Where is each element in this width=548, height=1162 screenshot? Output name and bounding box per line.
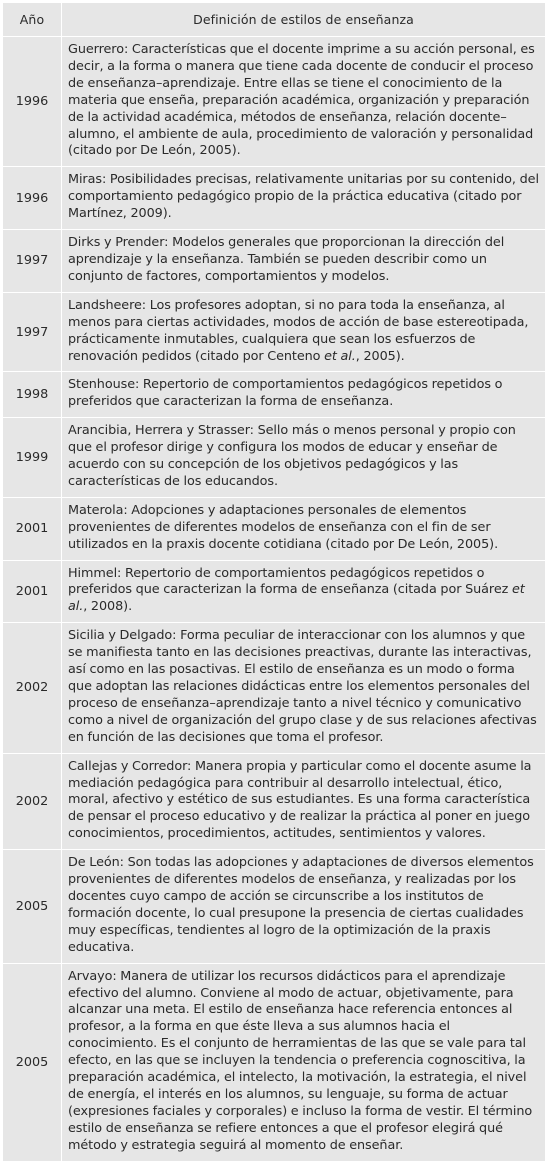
year-column-header: Año [3,3,62,37]
table-row [3,560,546,623]
table-row [3,37,546,167]
year-cell: 1997 [3,292,62,372]
definition-cell: Stenhouse: Repertorio de comportamientos pedagógicos repetidos o preferidos que caracterizan la forma de enseñanza. [62,372,546,418]
table-row [3,753,546,850]
definition-column-header: Definición de estilos de enseñanza [62,3,546,37]
citation-et-al: et al. [324,348,356,364]
citation-et-al: et al. [68,582,525,615]
definition-cell: Sicilia y Delgado: Forma peculiar de interaccionar con los alumnos y que se manifiesta tanto en las decisiones preactivas, durante las interactivas, así como en las posactivas. El estilo de enseñanza es un modo o forma que adoptan las relaciones didácticas entre los elementos personales del proceso de enseñanza–aprendizaje tanto a nivel técnico y comunicativo como a nivel de organización del grupo clase y de sus relaciones afectivas en función de las decisiones que toma el profesor. [62,623,546,753]
definition-cell: Arvayo: Manera de utilizar los recursos didácticos para el aprendizaje efectivo del alumno. Conviene al modo de actuar, objetivamente, para alcanzar una meta. El estilo de enseñanza hace referencia entonces al profesor, a la forma en que éste lleva a sus alumnos hacia el conocimiento. Es el conjunto de herramientas de las que se vale para tal efecto, en las que se incluyen la tendencia o preferencia cognoscitiva, la preparación académica, el intelecto, la motivación, la estrategia, el nivel de energía, el interés en los alumnos, su lenguaje, su forma de actuar (expresiones faciales y corporales) e incluso la forma de vestir. El término estilo de enseñanza se refiere entonces a que el profesor elegirá qué método y estrategia seguirá al momento de enseñar. [62,963,546,1161]
year-cell: 2002 [3,753,62,850]
teaching-styles-table [2,2,546,1162]
definitions-table-container [2,2,545,1162]
year-cell: 1998 [3,372,62,418]
definition-cell: Dirks y Prender: Modelos generales que proporcionan la dirección del aprendizaje y la enseñanza. También se pueden describir como un conjunto de factores, comportamientos y modelos. [62,230,546,293]
table-row [3,372,546,418]
table-row [3,230,546,293]
definition-cell: Materola: Adopciones y adaptaciones personales de elementos provenientes de diferentes modelos de enseñanza con el fin de ser utilizados en la praxis docente cotidiana (citado por De León, 2005). [62,497,546,560]
definition-cell: Miras: Posibilidades precisas, relativamente unitarias por su contenido, del comportamiento pedagógico propio de la práctica educativa (citado por Martínez, 2009). [62,167,546,230]
year-cell: 2005 [3,963,62,1161]
table-row [3,963,546,1161]
table-row [3,167,546,230]
definition-cell: Arancibia, Herrera y Strasser: Sello más o menos personal y propio con que el profesor dirige y configura los modos de educar y enseñar de acuerdo con su concepción de los objetivos pedagógicos y las características de los educandos. [62,418,546,498]
definition-cell [62,560,546,623]
table-row [3,850,546,963]
definition-text: Landsheere: Los profesores adoptan, si no para toda la enseñanza, al menos para ciertas actividades, modos de acción de base estereotipada, prácticamente inmutables, cualquiera que sean los esfuerzos de renovación pedidos (citado por Centeno [68,297,529,364]
table-row [3,497,546,560]
year-cell: 2001 [3,560,62,623]
definition-cell: Guerrero: Características que el docente imprime a su acción personal, es decir, a la forma o manera que tiene cada docente de conducir el proceso de enseñanza–aprendizaje. Entre ellas se tiene el conocimiento de la materia que enseña, preparación académica, organización y preparación de la actividad académica, métodos de enseñanza, relación docente–alumno, el ambiente de aula, procedimiento de valoración y personalidad (citado por De León, 2005). [62,37,546,167]
table-row [3,418,546,498]
table-header-row [3,3,546,37]
year-cell: 2005 [3,850,62,963]
definition-text-end: , 2008). [83,599,133,615]
year-cell: 1997 [3,230,62,293]
year-cell: 1999 [3,418,62,498]
definition-text-end: , 2005). [355,348,405,364]
year-cell: 1996 [3,37,62,167]
definition-text: Himmel: Repertorio de comportamientos pedagógicos repetidos o preferidos que caracterizan la forma de enseñanza (citada por Suárez [68,565,512,598]
table-row [3,292,546,372]
definition-cell: De León: Son todas las adopciones y adaptaciones de diversos elementos provenientes de diferentes modelos de enseñanza, y realizadas por los docentes cuyo campo de acción se circunscribe a los institutos de formación docente, lo cual presupone la presencia de ciertas cualidades muy específicas, tendientes al logro de la optimización de la praxis educativa. [62,850,546,963]
year-cell: 2001 [3,497,62,560]
definition-cell: Callejas y Corredor: Manera propia y particular como el docente asume la mediación pedagógica para contribuir al desarrollo intelectual, ético, moral, afectivo y estético de sus estudiantes. Es una forma característica de pensar el proceso educativo y de realizar la práctica al poner en juego conocimientos, procedimientos, actitudes, sentimientos y valores. [62,753,546,850]
definition-cell [62,292,546,372]
table-row [3,623,546,753]
year-cell: 1996 [3,167,62,230]
year-cell: 2002 [3,623,62,753]
